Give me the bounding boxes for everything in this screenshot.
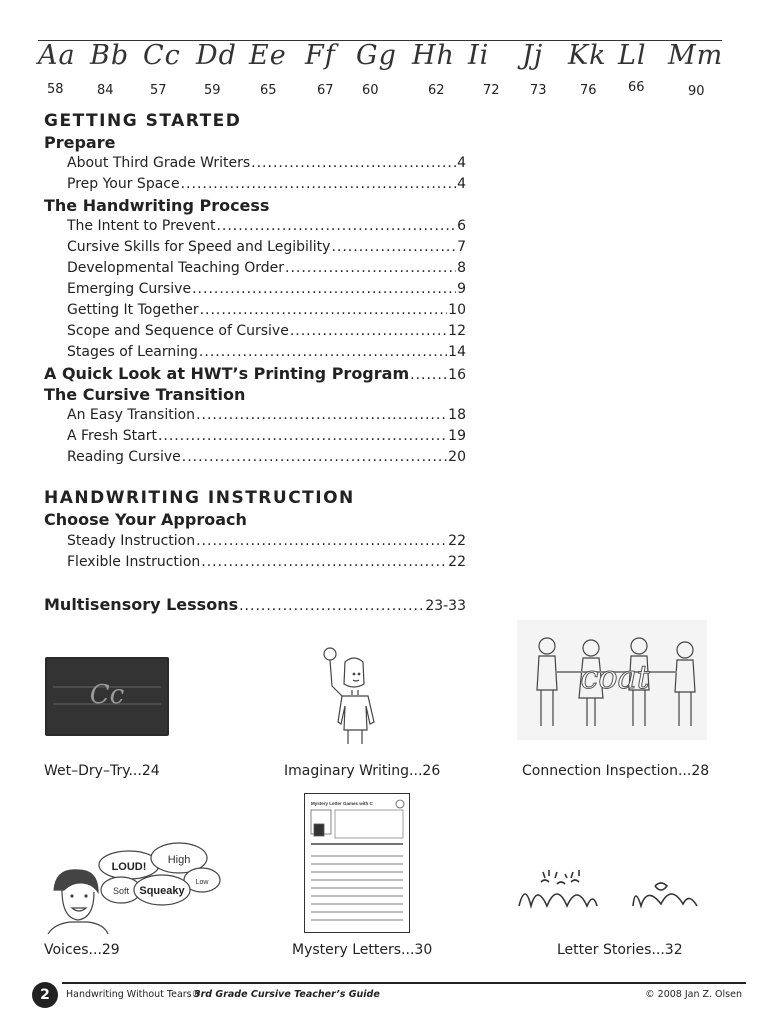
toc-entry[interactable] xyxy=(67,260,466,276)
alphabet-page: 76 xyxy=(580,83,597,98)
alphabet-page: 67 xyxy=(317,83,334,98)
toc-entry[interactable] xyxy=(67,239,466,255)
alphabet-letters: Bb xyxy=(90,40,130,71)
toc-entry-label: Reading Cursive xyxy=(67,449,181,465)
toc-entry-label: Flexible Instruction xyxy=(67,554,201,570)
footer-guide-title: 3rd Grade Cursive Teacher’s Guide xyxy=(194,989,380,1000)
toc-entry-page: 12 xyxy=(448,323,466,339)
voices-illustration xyxy=(44,840,224,934)
section-title-handwriting-instruction: HANDWRITING INSTRUCTION xyxy=(44,488,355,508)
leader-dots xyxy=(196,533,447,549)
leader-dots xyxy=(182,449,447,465)
subsection-title-handwriting-process: The Handwriting Process xyxy=(44,196,270,215)
alphabet-page: 62 xyxy=(428,83,445,98)
toc-entry[interactable] xyxy=(67,176,466,192)
leader-dots xyxy=(331,239,456,255)
footer-copyright: © 2008 Jan Z. Olsen xyxy=(645,989,742,1000)
alphabet-letters: Cc xyxy=(143,40,181,71)
bubble-text-high: High xyxy=(167,854,191,866)
alphabet-letters: Jj xyxy=(522,40,544,71)
caption-letter-stories: Letter Stories...32 xyxy=(557,942,683,958)
alphabet-letters: Dd xyxy=(196,40,237,71)
toc-entry[interactable] xyxy=(67,533,466,549)
toc-entry-page: 10 xyxy=(448,302,466,318)
alphabet-letters: Ll xyxy=(618,40,647,71)
subsection-title-choose-approach: Choose Your Approach xyxy=(44,510,247,529)
alphabet-page: 72 xyxy=(483,83,500,98)
toc-entry-page: 14 xyxy=(448,344,466,360)
toc-entry[interactable] xyxy=(67,323,466,339)
toc-entry[interactable] xyxy=(67,281,466,297)
leader-dots xyxy=(199,344,447,360)
alphabet-page: 58 xyxy=(47,82,64,97)
alphabet-page: 59 xyxy=(204,83,221,98)
toc-entry-label: Developmental Teaching Order xyxy=(67,260,284,276)
alphabet-page: 84 xyxy=(97,83,114,98)
alphabet-letters: Gg xyxy=(356,40,397,71)
toc-entry-label: Steady Instruction xyxy=(67,533,196,549)
toc-entry-page: 22 xyxy=(448,554,466,570)
alphabet-page: 65 xyxy=(260,83,277,98)
chalkboard-illustration xyxy=(45,657,169,736)
footer-brand: Handwriting Without Tears® xyxy=(66,989,202,1000)
toc-entry-page: 16 xyxy=(448,367,466,383)
letter-stories-illustration xyxy=(517,862,702,916)
bubble-text-soft: Soft xyxy=(112,886,130,896)
toc-entry-multisensory[interactable] xyxy=(44,595,466,614)
leader-dots xyxy=(410,367,447,383)
toc-entry[interactable] xyxy=(67,302,466,318)
caption-voices: Voices...29 xyxy=(44,942,120,958)
alphabet-page: 66 xyxy=(628,80,645,95)
leader-dots xyxy=(251,155,456,171)
section-title-getting-started: GETTING STARTED xyxy=(44,111,242,131)
worksheet-thumbnail xyxy=(304,793,410,933)
alphabet-page: 60 xyxy=(362,83,379,98)
toc-entry-page: 22 xyxy=(448,533,466,549)
toc-entry-page: 18 xyxy=(448,407,466,423)
toc-entry-label: About Third Grade Writers xyxy=(67,155,251,171)
toc-entry-page: 4 xyxy=(457,176,466,192)
alphabet-page: 57 xyxy=(150,83,167,98)
toc-entry-label: Prep Your Space xyxy=(67,176,180,192)
alphabet-letters: Aa xyxy=(38,40,76,71)
toc-entry[interactable] xyxy=(67,344,466,360)
bubble-text-loud: LOUD! xyxy=(111,861,147,873)
caption-mystery-letters: Mystery Letters...30 xyxy=(292,942,433,958)
leader-dots xyxy=(192,281,456,297)
toc-entry-label: Multisensory Lessons xyxy=(44,595,239,614)
leader-dots xyxy=(158,428,447,444)
toc-entry-page: 6 xyxy=(457,218,466,234)
toc-entry-page: 20 xyxy=(448,449,466,465)
board-letters: Cc xyxy=(89,680,125,710)
girl-waving-illustration xyxy=(314,640,394,746)
alphabet-page: 90 xyxy=(688,84,705,99)
subsection-title-cursive-transition: The Cursive Transition xyxy=(44,385,246,404)
toc-entry[interactable] xyxy=(67,428,466,444)
toc-entry-label: A Quick Look at HWT’s Printing Program xyxy=(44,364,410,383)
toc-entry-label: An Easy Transition xyxy=(67,407,196,423)
toc-entry-label: Scope and Sequence of Cursive xyxy=(67,323,289,339)
kid-figure xyxy=(537,638,557,726)
toc-entry-page: 19 xyxy=(448,428,466,444)
toc-entry[interactable] xyxy=(67,155,466,171)
toc-entry-page: 7 xyxy=(457,239,466,255)
toc-entry[interactable] xyxy=(67,407,466,423)
kids-letters: coat xyxy=(580,658,650,696)
woman-face-icon xyxy=(48,870,108,934)
toc-entry-label: Getting It Together xyxy=(67,302,199,318)
toc-entry-page: 4 xyxy=(457,155,466,171)
toc-entry-page: 23-33 xyxy=(425,598,466,614)
alphabet-letters: Hh xyxy=(412,40,455,71)
toc-entry-label: Stages of Learning xyxy=(67,344,198,360)
alphabet-letters: Ff xyxy=(305,40,336,71)
leader-dots xyxy=(216,218,456,234)
bubble-text-low: Low xyxy=(195,879,209,886)
bubble-text-squeaky: Squeaky xyxy=(139,885,185,897)
alphabet-letters: Mm xyxy=(668,40,724,71)
toc-entry[interactable] xyxy=(67,449,466,465)
leader-dots xyxy=(196,407,447,423)
alphabet-letters: Ii xyxy=(468,40,490,71)
alphabet-letters: Ee xyxy=(249,40,287,71)
toc-entry-page: 9 xyxy=(457,281,466,297)
toc-entry-quick-look[interactable] xyxy=(44,364,466,383)
toc-entry[interactable] xyxy=(67,554,466,570)
toc-entry-label: A Fresh Start xyxy=(67,428,157,444)
caption-connection-inspection: Connection Inspection...28 xyxy=(522,763,710,779)
toc-entry-page: 8 xyxy=(457,260,466,276)
worksheet-title: Mystery Letter Games with C xyxy=(311,801,373,806)
leader-dots xyxy=(285,260,456,276)
toc-entry-label: Cursive Skills for Speed and Legibility xyxy=(67,239,331,255)
leader-dots xyxy=(200,302,448,318)
alphabet-page: 73 xyxy=(530,83,547,98)
leader-dots xyxy=(239,598,424,614)
toc-entry-label: The Intent to Prevent xyxy=(67,218,216,234)
alphabet-letters: Kk xyxy=(568,40,607,71)
kid-figure xyxy=(675,642,695,726)
kids-holding-letters-illustration xyxy=(517,620,707,740)
footer-rule xyxy=(62,982,746,984)
toc-entry[interactable] xyxy=(67,218,466,234)
subsection-title-prepare: Prepare xyxy=(44,133,116,152)
leader-dots xyxy=(201,554,447,570)
leader-dots xyxy=(181,176,456,192)
caption-wet-dry-try: Wet–Dry–Try...24 xyxy=(44,763,160,779)
leader-dots xyxy=(290,323,447,339)
page-number-badge: 2 xyxy=(32,982,58,1008)
toc-entry-label: Emerging Cursive xyxy=(67,281,192,297)
caption-imaginary-writing: Imaginary Writing...26 xyxy=(284,763,441,779)
